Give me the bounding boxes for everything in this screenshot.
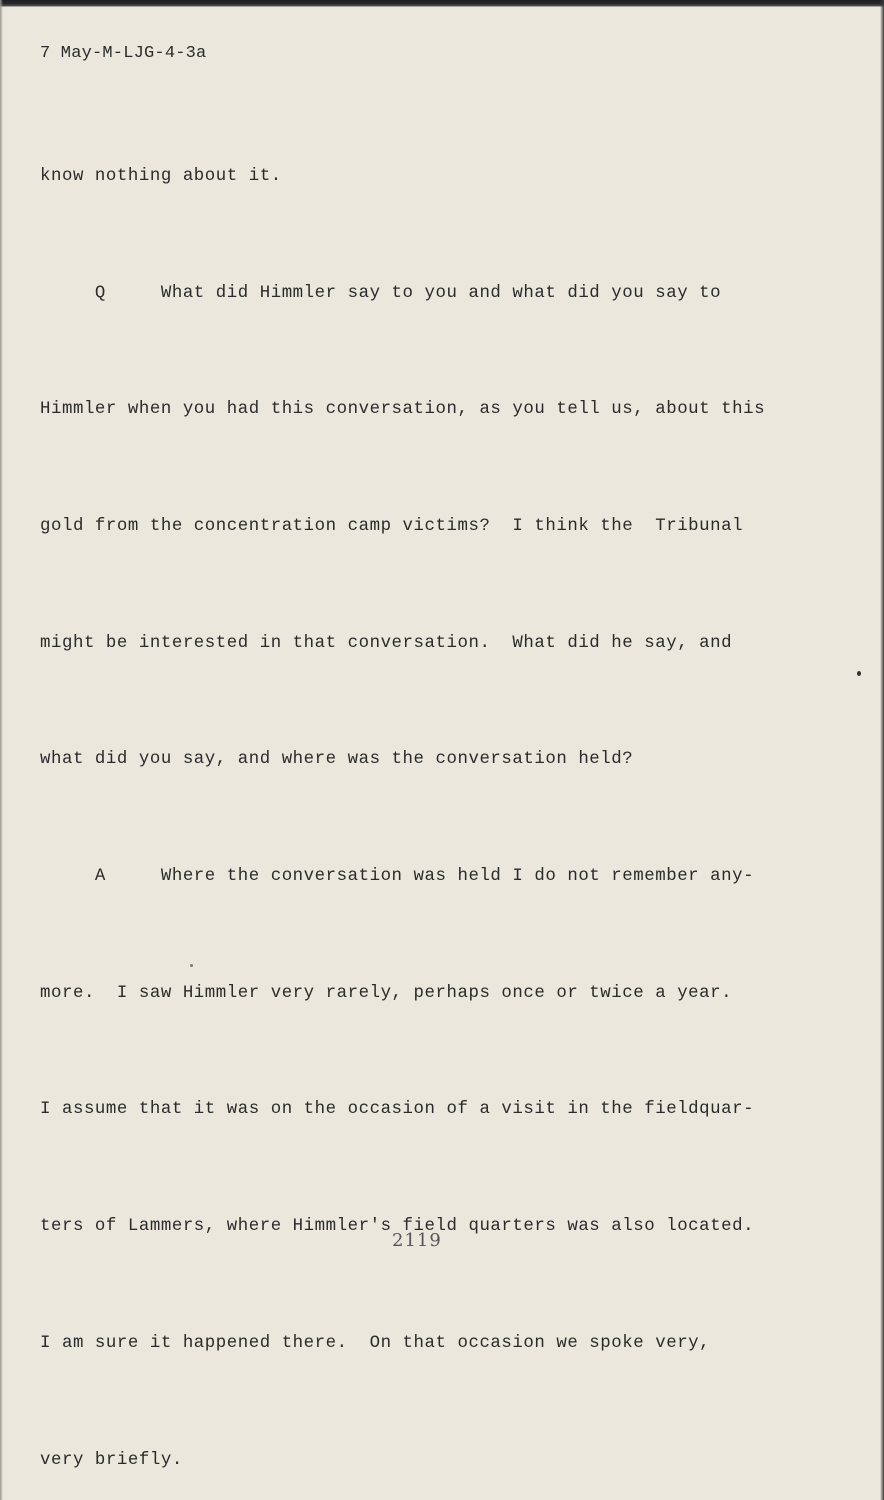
page-right-edge (880, 0, 884, 1500)
transcript-line: know nothing about it. (40, 166, 282, 186)
page-top-edge (0, 0, 884, 7)
transcript-line: I assume that it was on the occasion of a visit in the fieldquar- (40, 1100, 755, 1120)
transcript-line: A Where the conversation was held I do not remember any- (40, 867, 755, 887)
page-number: 2119 (392, 1230, 442, 1251)
transcript-line: Himmler when you had this conversation, as you tell us, about this (40, 400, 766, 420)
page-left-edge (0, 0, 3, 1500)
transcript-body (40, 80, 840, 1500)
transcript-line: what did you say, and where was the conversation held? (40, 750, 634, 770)
transcript-line: very briefly. (40, 1450, 183, 1470)
transcript-line: gold from the concentration camp victims? I think the Tribunal (40, 516, 744, 536)
transcript-line: Q What did Himmler say to you and what did you say to (40, 283, 722, 303)
transcript-line: I am sure it happened there. On that occasion we spoke very, (40, 1333, 711, 1353)
paper-speck (190, 964, 193, 967)
paper-speck (857, 671, 861, 676)
transcript-line: might be interested in that conversation. What did he say, and (40, 633, 733, 653)
transcript-line: more. I saw Himmler very rarely, perhaps once or twice a year. (40, 983, 733, 1003)
transcript-line: ters of Lammers, where Himmler's field quarters was also located. (40, 1217, 755, 1237)
document-id: 7 May-M-LJG-4-3a (40, 44, 207, 63)
